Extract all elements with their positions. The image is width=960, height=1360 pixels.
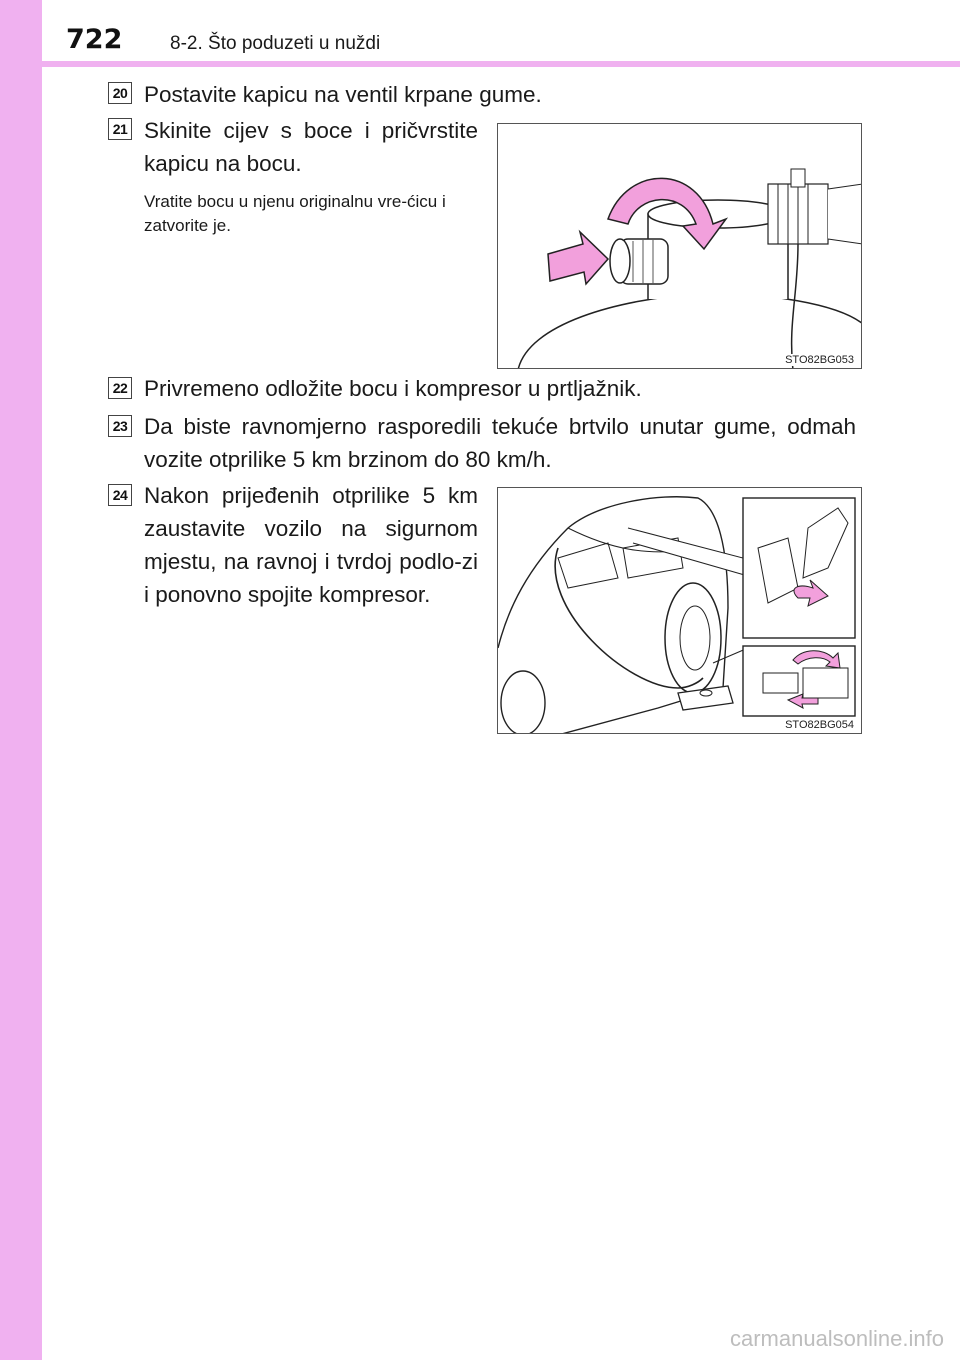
step-21-note: Vratite bocu u njenu originalnu vre-ćicu i zatvorite je.	[144, 192, 446, 235]
step-20-text: Postavite kapicu na ventil krpane gume.	[144, 82, 542, 107]
step-22-text: Privremeno odložite bocu i kompresor u prtljažnik.	[144, 376, 642, 401]
watermark: carmanualsonline.info	[729, 1326, 944, 1351]
step-number-22: 22	[108, 377, 132, 399]
step-21-text: Skinite cijev s boce i pričvrstite kapicu na bocu.	[144, 118, 478, 176]
bottle-cap-illustration	[498, 124, 862, 369]
figure-reconnect-compressor	[497, 487, 862, 734]
figure-code: STO82BG053	[785, 354, 854, 366]
step-number-21: 21	[108, 118, 132, 140]
page-number: 722	[66, 24, 123, 55]
step-23-text: Da biste ravnomjerno rasporedili tekuće brtvilo unutar gume, odmah vozite otprilike 5 km brzinom do 80 km/h.	[144, 414, 856, 472]
step-number-23: 23	[108, 415, 132, 437]
car-compressor-illustration	[498, 488, 862, 734]
side-color-band	[0, 0, 42, 1360]
figure-code: STO82BG054	[785, 719, 854, 731]
step-number-24: 24	[108, 484, 132, 506]
figure-cap-on-bottle	[497, 123, 862, 369]
section-title: 8-2. Što poduzeti u nuždi	[170, 33, 381, 54]
step-24-text: Nakon prijeđenih otprilike 5 km zaustavite vozilo na sigurnom mjestu, na ravnoj i tvrdoj podlo-zi i ponovno spojite kompresor.	[144, 483, 478, 607]
step-number-20: 20	[108, 82, 132, 104]
